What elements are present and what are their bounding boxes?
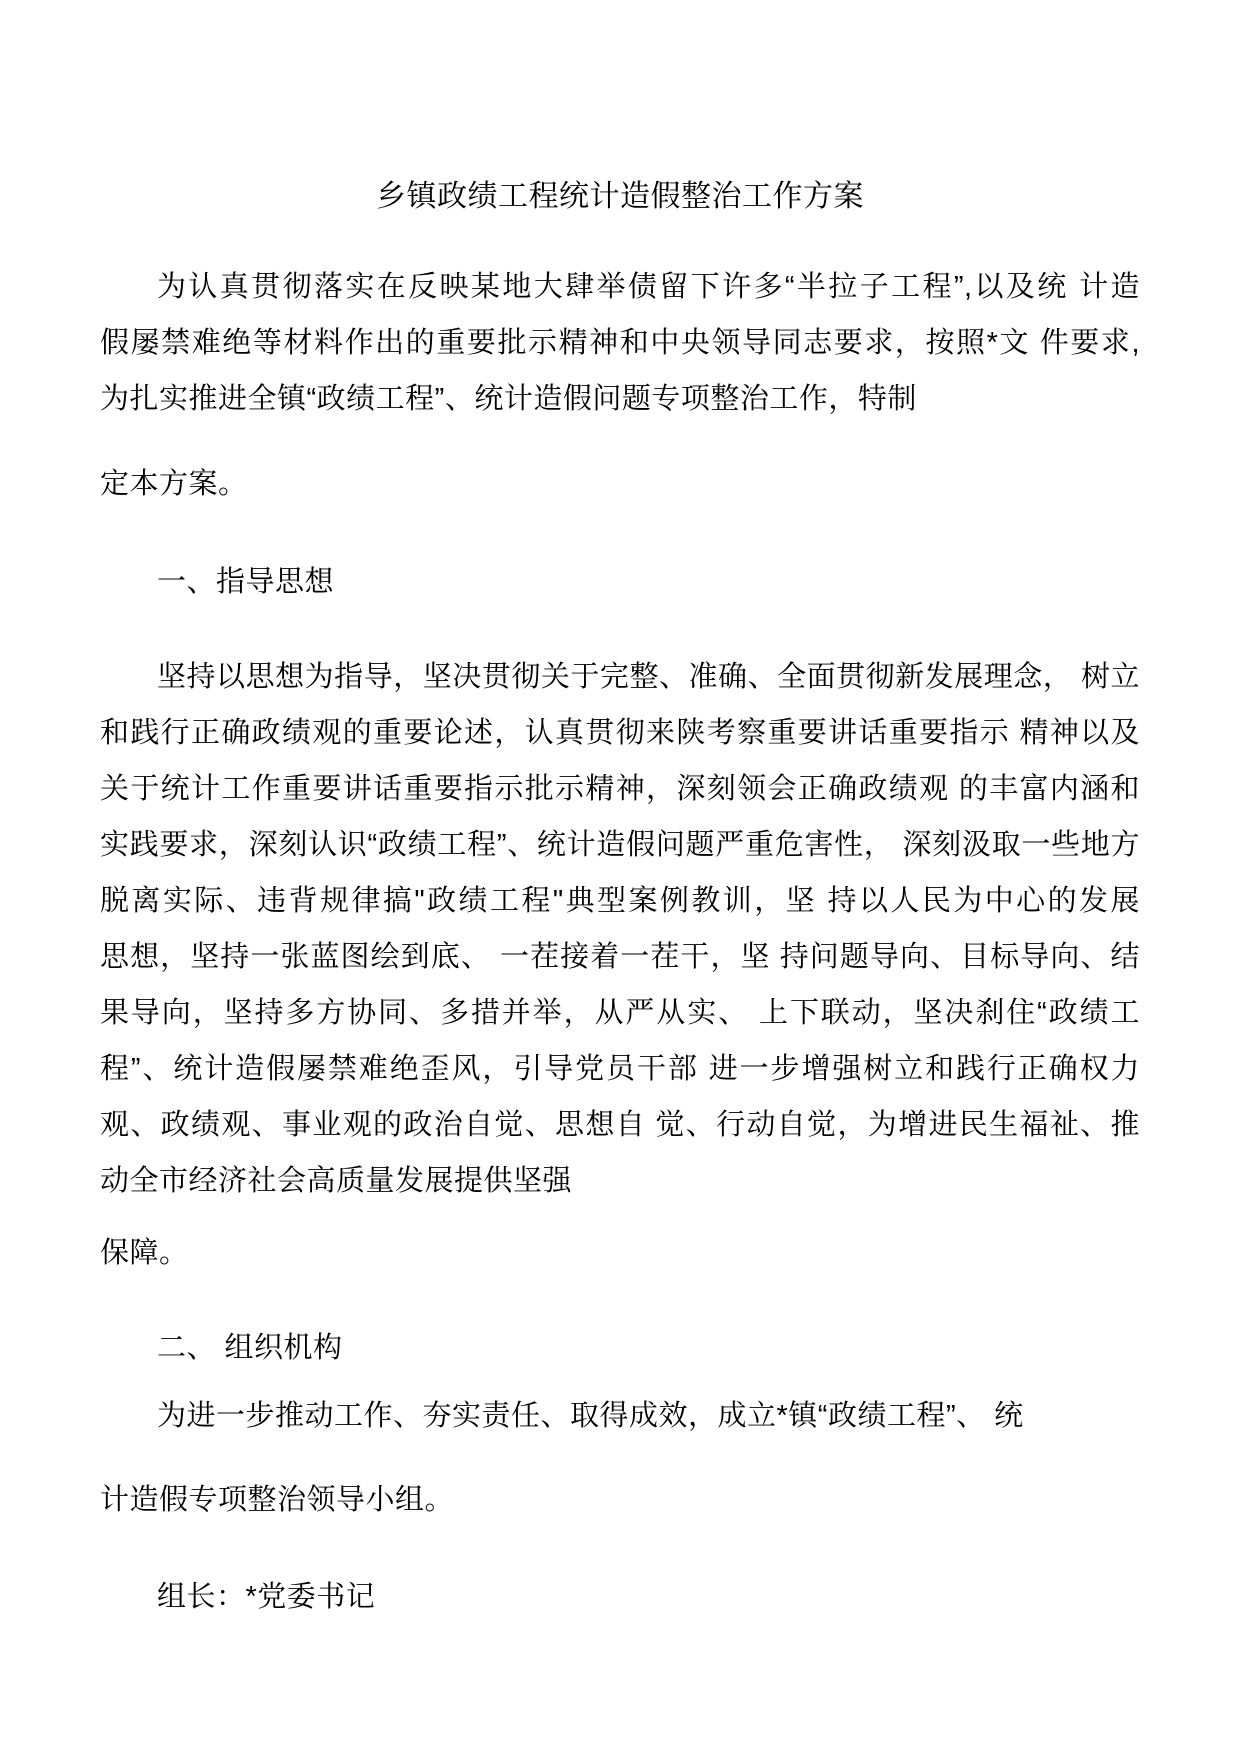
- paragraph-1-line-3: 为扎实推进全镇“政绩工程”、统计造假问题专项整治工作，特制: [100, 383, 917, 415]
- section-heading-1: 一、指导思想: [157, 566, 335, 598]
- paragraph-3-line-1: 坚持以思想为指导，坚决贯彻关于完整、准确、全面贯彻新发展理念， 树立: [157, 661, 1140, 693]
- paragraph-5: 为进一步推动工作、夯实责任、取得成效，成立*镇“政绩工程”、 统: [157, 1400, 1024, 1432]
- paragraph-2: 定本方案。: [100, 468, 248, 500]
- paragraph-3-line-6: 思想，坚持一张蓝图绘到底、 一茬接着一茬干，坚 持问题导向、目标导向、结: [100, 941, 1140, 973]
- paragraph-3-line-10: 动全市经济社会高质量发展提供坚强: [100, 1165, 573, 1197]
- paragraph-3-line-5: 脱离实际、违背规律搞"政绩工程"典型案例教训，坚 持以人民为中心的发展: [100, 885, 1140, 917]
- document-content: [100, 169, 1140, 1625]
- paragraph-6: 计造假专项整治领导小组。: [100, 1484, 455, 1516]
- paragraph-1-line-1: 为认真贯彻落实在反映某地大肆举债留下许多“半拉子工程”,以及统 计造: [157, 271, 1140, 303]
- paragraph-3-line-9: 观、政绩观、事业观的政治自觉、思想自 觉、行动自觉，为增进民生福祉、推: [100, 1109, 1140, 1141]
- document-title: 乡镇政绩工程统计造假整治工作方案: [376, 180, 864, 213]
- paragraph-3-line-4: 实践要求，深刻认识“政绩工程”、统计造假问题严重危害性， 深刻汲取一些地方: [100, 829, 1140, 861]
- paragraph-3-line-3: 关于统计工作重要讲话重要指示批示精神，深刻领会正确政绩观 的丰富内涵和: [100, 773, 1140, 805]
- paragraph-3-line-7: 果导向，坚持多方协同、多措并举，从严从实、 上下联动，坚决刹住“政绩工: [100, 997, 1140, 1029]
- paragraph-3-line-2: 和践行正确政绩观的重要论述，认真贯彻来陕考察重要讲话重要指示 精神以及: [100, 717, 1140, 749]
- paragraph-7-group-leader: 组长：*党委书记: [157, 1581, 376, 1613]
- paragraph-4: 保障。: [100, 1237, 189, 1269]
- paragraph-3-line-8: 程”、统计造假屡禁难绝歪风，引导党员干部 进一步增强树立和践行正确权力: [100, 1053, 1140, 1085]
- paragraph-1-line-2: 假屡禁难绝等材料作出的重要批示精神和中央领导同志要求，按照*文 件要求,: [100, 327, 1140, 359]
- section-heading-2: 二、 组织机构: [157, 1332, 343, 1364]
